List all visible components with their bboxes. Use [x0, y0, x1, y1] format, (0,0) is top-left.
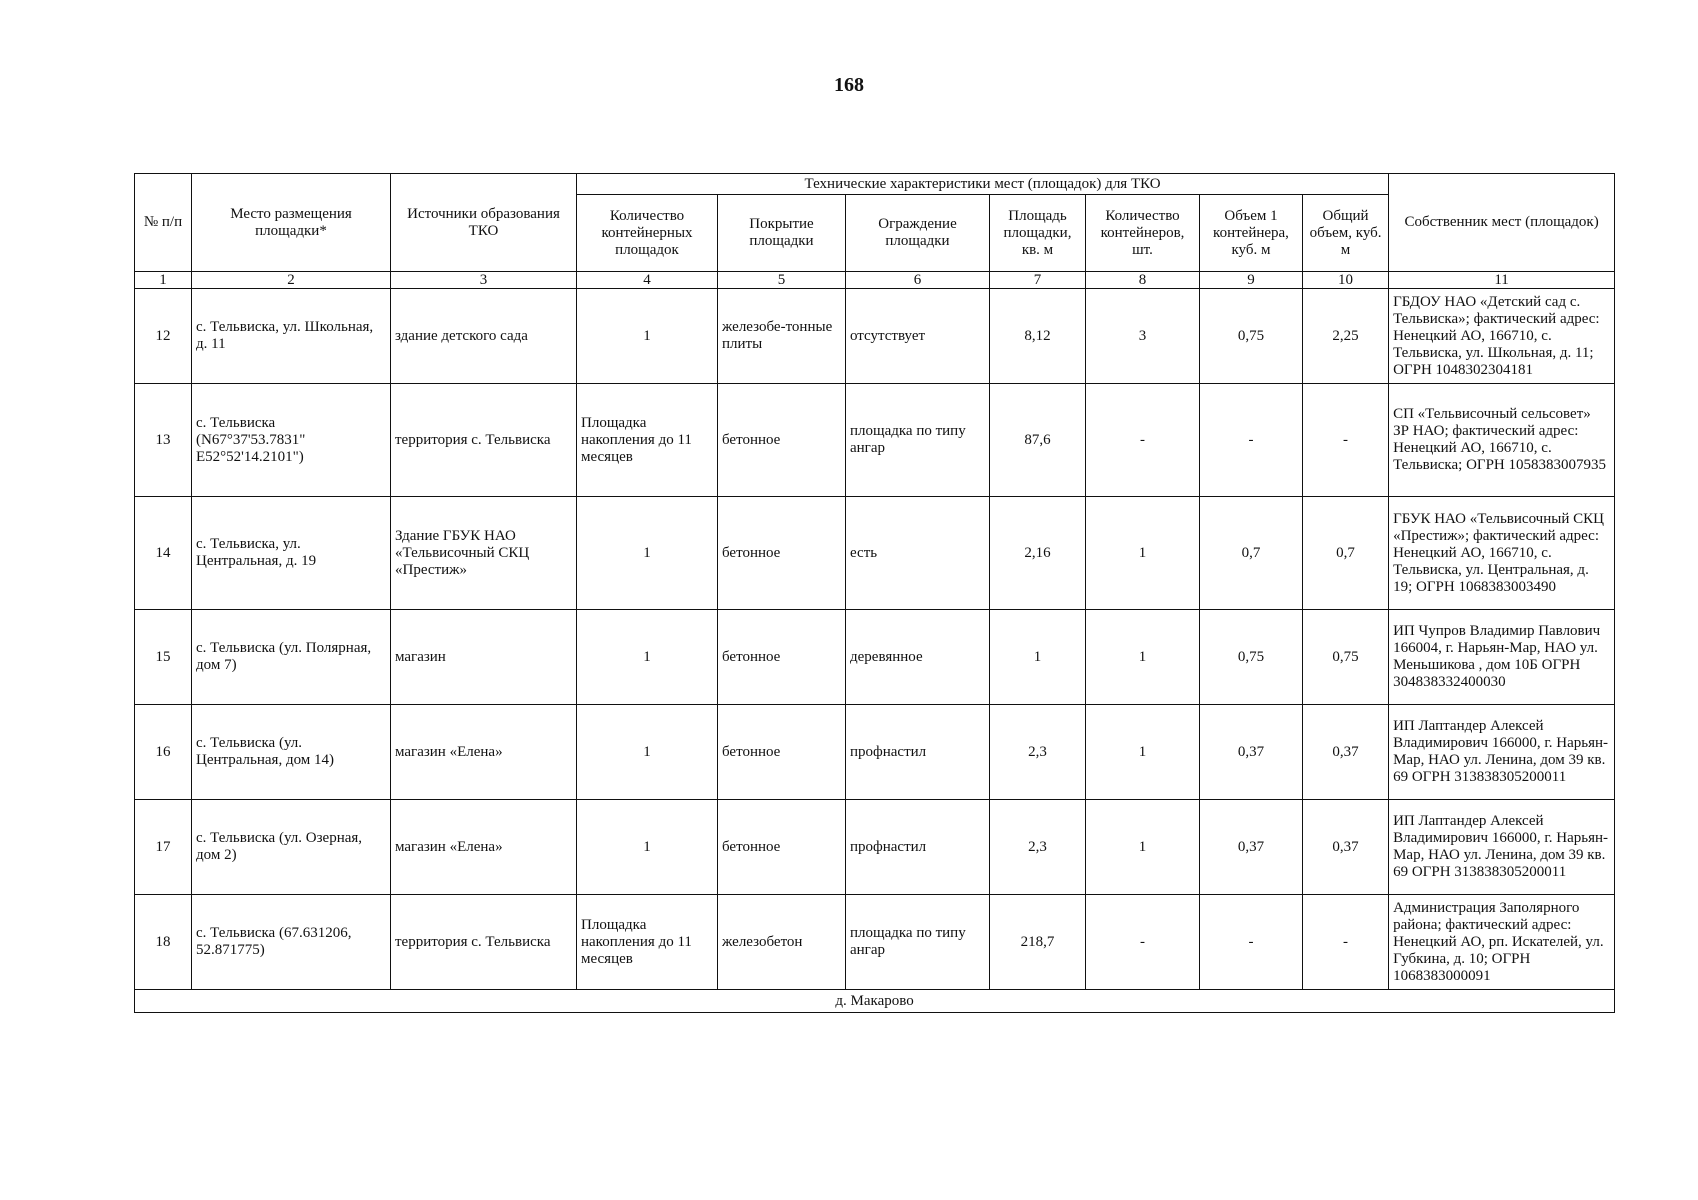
header-surface: Покрытие площадки — [718, 195, 846, 272]
column-number: 10 — [1303, 272, 1389, 289]
column-number: 2 — [192, 272, 391, 289]
cell-area: 218,7 — [990, 895, 1086, 990]
cell-area: 87,6 — [990, 384, 1086, 497]
cell-num: 13 — [135, 384, 192, 497]
cell-volume-one: 0,37 — [1200, 705, 1303, 800]
cell-volume-total: 2,25 — [1303, 289, 1389, 384]
header-num: № п/п — [135, 174, 192, 272]
cell-containers: 1 — [1086, 705, 1200, 800]
cell-containers: 3 — [1086, 289, 1200, 384]
cell-location: с. Тельвиска (ул. Озерная, дом 2) — [192, 800, 391, 895]
header-fence: Ограждение площадки — [846, 195, 990, 272]
cell-count-sites: 1 — [577, 497, 718, 610]
cell-area: 2,16 — [990, 497, 1086, 610]
cell-sources: Здание ГБУК НАО «Тельвисочный СКЦ «Престиж» — [391, 497, 577, 610]
section-row — [135, 990, 1615, 1013]
cell-surface: бетонное — [718, 497, 846, 610]
waste-sites-table — [134, 173, 1615, 1013]
cell-area: 8,12 — [990, 289, 1086, 384]
cell-sources: территория с. Тельвиска — [391, 895, 577, 990]
cell-volume-one: 0,37 — [1200, 800, 1303, 895]
cell-surface: бетонное — [718, 384, 846, 497]
header-tech-group: Технические характеристики мест (площадок) для ТКО — [577, 174, 1389, 195]
cell-location: с. Тельвиска, ул. Школьная, д. 11 — [192, 289, 391, 384]
cell-surface: железобе-тонные плиты — [718, 289, 846, 384]
cell-count-sites: 1 — [577, 705, 718, 800]
header-area: Площадь площадки, кв. м — [990, 195, 1086, 272]
cell-volume-one: 0,75 — [1200, 289, 1303, 384]
cell-num: 14 — [135, 497, 192, 610]
cell-volume-one: 0,7 — [1200, 497, 1303, 610]
cell-owner: ГБУК НАО «Тельвисочный СКЦ «Престиж»; фактический адрес: Ненецкий АО, 166710, с. Тельвиска, ул. Центральная, д. 19; ОГРН 1068383003490 — [1389, 497, 1615, 610]
cell-fence: отсутствует — [846, 289, 990, 384]
table-row — [135, 895, 1615, 990]
cell-sources: магазин «Елена» — [391, 705, 577, 800]
cell-num: 16 — [135, 705, 192, 800]
cell-fence: площадка по типу ангар — [846, 895, 990, 990]
cell-location: с. Тельвиска (67.631206, 52.871775) — [192, 895, 391, 990]
header-owner: Собственник мест (площадок) — [1389, 174, 1615, 272]
cell-volume-total: 0,37 — [1303, 705, 1389, 800]
cell-containers: 1 — [1086, 610, 1200, 705]
cell-count-sites: Площадка накопления до 11 месяцев — [577, 384, 718, 497]
cell-num: 18 — [135, 895, 192, 990]
header-volume-total: Общий объем, куб. м — [1303, 195, 1389, 272]
column-number: 3 — [391, 272, 577, 289]
cell-volume-one: - — [1200, 384, 1303, 497]
cell-num: 15 — [135, 610, 192, 705]
cell-volume-total: 0,75 — [1303, 610, 1389, 705]
column-number: 1 — [135, 272, 192, 289]
cell-surface: железобетон — [718, 895, 846, 990]
section-title: д. Макарово — [135, 990, 1615, 1013]
cell-owner: СП «Тельвисочный сельсовет» ЗР НАО; фактический адрес: Ненецкий АО, 166710, с. Тельвиска; ОГРН 1058383007935 — [1389, 384, 1615, 497]
cell-volume-one: - — [1200, 895, 1303, 990]
cell-containers: 1 — [1086, 497, 1200, 610]
table-row — [135, 800, 1615, 895]
cell-surface: бетонное — [718, 610, 846, 705]
cell-location: с. Тельвиска (ул. Центральная, дом 14) — [192, 705, 391, 800]
cell-owner: ИП Лаптандер Алексей Владимирович 166000, г. Нарьян-Мар, НАО ул. Ленина, дом 39 кв. 69 ОГРН 313838305200011 — [1389, 705, 1615, 800]
cell-containers: - — [1086, 384, 1200, 497]
cell-location: с. Тельвиска (N67°37'53.7831" E52°52'14.2101") — [192, 384, 391, 497]
table-row — [135, 497, 1615, 610]
column-number: 4 — [577, 272, 718, 289]
header-location: Место размещения площадки* — [192, 174, 391, 272]
cell-sources: магазин — [391, 610, 577, 705]
cell-sources: территория с. Тельвиска — [391, 384, 577, 497]
page-number: 168 — [834, 74, 864, 96]
cell-fence: профнастил — [846, 800, 990, 895]
table-row — [135, 705, 1615, 800]
cell-area: 2,3 — [990, 705, 1086, 800]
cell-volume-total: 0,7 — [1303, 497, 1389, 610]
cell-count-sites: 1 — [577, 610, 718, 705]
cell-fence: деревянное — [846, 610, 990, 705]
column-number-row — [135, 272, 1615, 289]
header-containers: Количество контейнеров, шт. — [1086, 195, 1200, 272]
header-volume-one: Объем 1 контейнера, куб. м — [1200, 195, 1303, 272]
cell-fence: площадка по типу ангар — [846, 384, 990, 497]
cell-volume-one: 0,75 — [1200, 610, 1303, 705]
table-row — [135, 610, 1615, 705]
column-number: 9 — [1200, 272, 1303, 289]
cell-surface: бетонное — [718, 800, 846, 895]
cell-surface: бетонное — [718, 705, 846, 800]
cell-sources: здание детского сада — [391, 289, 577, 384]
cell-count-sites: Площадка накопления до 11 месяцев — [577, 895, 718, 990]
cell-volume-total: - — [1303, 895, 1389, 990]
cell-owner: Администрация Заполярного района; фактический адрес: Ненецкий АО, рп. Искателей, ул. Губкина, д. 10; ОГРН 1068383000091 — [1389, 895, 1615, 990]
cell-count-sites: 1 — [577, 289, 718, 384]
cell-area: 1 — [990, 610, 1086, 705]
cell-volume-total: 0,37 — [1303, 800, 1389, 895]
column-number: 7 — [990, 272, 1086, 289]
cell-fence: есть — [846, 497, 990, 610]
cell-num: 12 — [135, 289, 192, 384]
cell-sources: магазин «Елена» — [391, 800, 577, 895]
column-number: 8 — [1086, 272, 1200, 289]
cell-num: 17 — [135, 800, 192, 895]
cell-location: с. Тельвиска, ул. Центральная, д. 19 — [192, 497, 391, 610]
column-number: 6 — [846, 272, 990, 289]
cell-containers: 1 — [1086, 800, 1200, 895]
cell-owner: ИП Лаптандер Алексей Владимирович 166000, г. Нарьян-Мар, НАО ул. Ленина, дом 39 кв. 69 ОГРН 313838305200011 — [1389, 800, 1615, 895]
cell-volume-total: - — [1303, 384, 1389, 497]
cell-fence: профнастил — [846, 705, 990, 800]
cell-area: 2,3 — [990, 800, 1086, 895]
cell-count-sites: 1 — [577, 800, 718, 895]
cell-containers: - — [1086, 895, 1200, 990]
column-number: 11 — [1389, 272, 1615, 289]
header-sources: Источники образования ТКО — [391, 174, 577, 272]
cell-owner: ИП Чупров Владимир Павлович 166004, г. Нарьян-Мар, НАО ул. Меньшикова , дом 10Б ОГРН 304838332400030 — [1389, 610, 1615, 705]
table-row — [135, 289, 1615, 384]
cell-owner: ГБДОУ НАО «Детский сад с. Тельвиска»; фактический адрес: Ненецкий АО, 166710, с. Тельвиска, ул. Школьная, д. 11; ОГРН 1048302304181 — [1389, 289, 1615, 384]
table-row — [135, 384, 1615, 497]
cell-location: с. Тельвиска (ул. Полярная, дом 7) — [192, 610, 391, 705]
header-count-sites: Количество контейнерных площадок — [577, 195, 718, 272]
column-number: 5 — [718, 272, 846, 289]
